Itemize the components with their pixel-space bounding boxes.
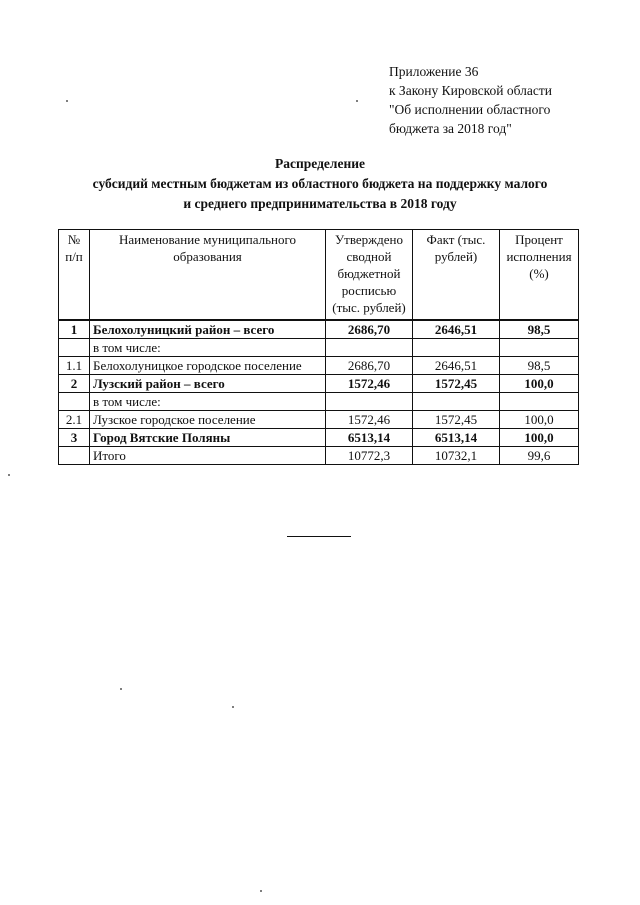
cell-fact: [413, 339, 500, 357]
cell-name: Лузский район – всего: [90, 375, 326, 393]
annex-line-3: "Об исполнении областного: [389, 102, 551, 117]
cell-num: 2: [59, 375, 90, 393]
cell-approved: 6513,14: [326, 429, 413, 447]
cell-fact: 1572,45: [413, 375, 500, 393]
cell-name: Город Вятские Поляны: [90, 429, 326, 447]
cell-percent: 100,0: [500, 411, 579, 429]
cell-percent: [500, 393, 579, 411]
table-row: [59, 411, 579, 429]
annex-line-1: Приложение 36: [389, 64, 479, 79]
table-row: [59, 375, 579, 393]
cell-percent: 98,5: [500, 320, 579, 339]
cell-percent: 99,6: [500, 447, 579, 465]
document-title: [60, 154, 580, 214]
cell-percent: 98,5: [500, 357, 579, 375]
annex-line-2: к Закону Кировской области: [389, 83, 553, 98]
cell-name: Белохолуницкий район – всего: [90, 320, 326, 339]
cell-num: 2.1: [59, 411, 90, 429]
scan-speck: [260, 890, 262, 892]
cell-approved: [326, 339, 413, 357]
cell-name: Лузское городское поселение: [90, 411, 326, 429]
cell-name: Итого: [90, 447, 326, 465]
cell-approved: 2686,70: [326, 320, 413, 339]
cell-fact: 10732,1: [413, 447, 500, 465]
header-fact: Факт (тыс. рублей): [413, 230, 500, 321]
table-header-row: [59, 230, 579, 321]
scan-speck: [8, 474, 10, 476]
cell-name: в том числе:: [90, 339, 326, 357]
cell-fact: [413, 393, 500, 411]
cell-name: Белохолуницкое городское поселение: [90, 357, 326, 375]
table-row-total: [59, 447, 579, 465]
scan-speck: [232, 706, 234, 708]
cell-num: 1: [59, 320, 90, 339]
title-line-3: и среднего предпринимательства в 2018 году: [183, 196, 457, 211]
cell-approved: 1572,46: [326, 411, 413, 429]
cell-num: 3: [59, 429, 90, 447]
cell-percent: 100,0: [500, 429, 579, 447]
annex-line-4: бюджета за 2018 год": [389, 121, 512, 136]
scan-speck: [356, 100, 358, 102]
cell-fact: 2646,51: [413, 357, 500, 375]
table-row: [59, 393, 579, 411]
header-approved: Утверждено сводной бюджетной росписью (тыс. рублей): [326, 230, 413, 321]
title-line-1: Распределение: [274, 156, 366, 171]
annex-reference: [389, 62, 552, 138]
subsidy-table: [58, 229, 579, 465]
cell-num: [59, 393, 90, 411]
cell-fact: 1572,45: [413, 411, 500, 429]
cell-fact: 6513,14: [413, 429, 500, 447]
table-row: [59, 357, 579, 375]
cell-percent: [500, 339, 579, 357]
header-num: № п/п: [59, 230, 90, 321]
table-row: [59, 429, 579, 447]
header-name: Наименование муниципального образования: [90, 230, 326, 321]
cell-name: в том числе:: [90, 393, 326, 411]
cell-num: [59, 339, 90, 357]
cell-approved: 2686,70: [326, 357, 413, 375]
cell-approved: [326, 393, 413, 411]
cell-num: [59, 447, 90, 465]
scan-speck: [120, 688, 122, 690]
cell-approved: 10772,3: [326, 447, 413, 465]
end-divider-line: [287, 536, 351, 537]
header-percent: Процент исполнения (%): [500, 230, 579, 321]
title-line-2: субсидий местным бюджетам из областного бюджета на поддержку малого: [92, 176, 548, 191]
table-row: [59, 339, 579, 357]
cell-num: 1.1: [59, 357, 90, 375]
cell-fact: 2646,51: [413, 320, 500, 339]
cell-percent: 100,0: [500, 375, 579, 393]
scan-speck: [66, 100, 68, 102]
table-row: [59, 320, 579, 339]
cell-approved: 1572,46: [326, 375, 413, 393]
